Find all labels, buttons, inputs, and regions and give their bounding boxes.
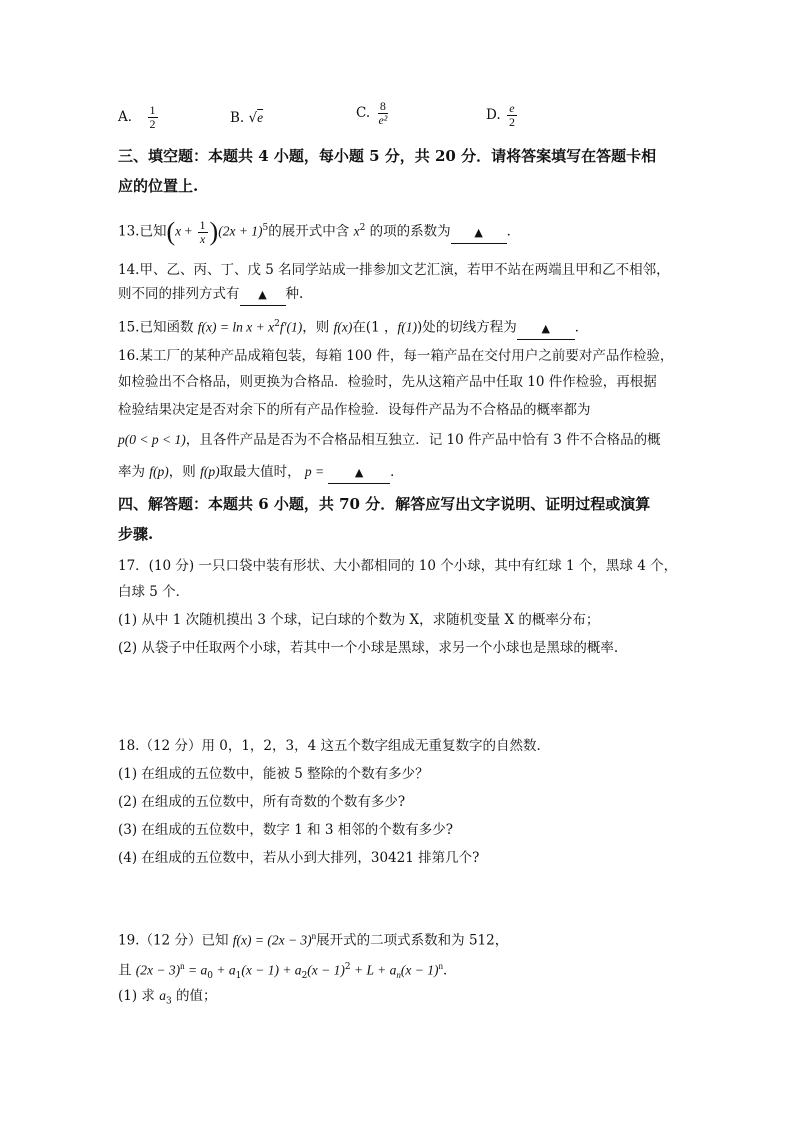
q13-fraction bbox=[198, 219, 208, 246]
question-19-line1 bbox=[118, 926, 508, 951]
q15-fx: f(x) bbox=[333, 319, 353, 335]
q19-line2-end: ． bbox=[442, 962, 457, 979]
section4-heading-line1: 四、解答题：本题共 6 小题，共 70 分．解答应写出文字说明、证明过程或演算 bbox=[118, 495, 651, 513]
q16-end: ． bbox=[390, 464, 404, 480]
q16-p-equals: p = bbox=[304, 464, 325, 479]
q15-derivative: f′(1) bbox=[279, 319, 303, 335]
question-18-part4: (4) 在组成的五位数中，若从小到大排列，30421 排第几个? bbox=[118, 850, 480, 866]
q19-expr5: (x − 1) bbox=[307, 962, 345, 978]
question-19-part1 bbox=[118, 986, 217, 1012]
q13-suffix: 的项的系数为 bbox=[365, 223, 451, 240]
q19-expn: n bbox=[438, 961, 443, 971]
q14-prefix: 则不同的排列方式有 bbox=[118, 286, 240, 302]
q15-mid1: ，则 bbox=[302, 319, 334, 336]
question-16-line5 bbox=[118, 462, 404, 484]
q14-answer-blank: ▲ bbox=[240, 285, 286, 306]
q13-plus: + bbox=[181, 223, 196, 239]
q16-line5-prefix: 率为 bbox=[118, 464, 150, 480]
question-14-line2 bbox=[118, 284, 303, 306]
question-19-line2 bbox=[118, 956, 456, 986]
question-18-part3: (3) 在组成的五位数中，数字 1 和 3 相邻的个数有多少? bbox=[118, 822, 453, 838]
q16-line5-mid: ，则 bbox=[168, 464, 201, 480]
q19-sub1: 1 bbox=[235, 971, 242, 982]
question-16-line3: 检验结果决定是否对余下的所有产品作检验．设每件产品为不合格品的概率都为 bbox=[118, 402, 591, 418]
section3-heading-line1: 三、填空题：本题共 4 小题，每小题 5 分，共 20 分．请将答案填写在答题卡相 bbox=[118, 147, 657, 165]
q19-part1-suffix: 的值； bbox=[171, 988, 217, 1004]
question-16-line4 bbox=[118, 430, 661, 450]
choice-c bbox=[356, 100, 391, 127]
open-paren-icon: ( bbox=[166, 217, 176, 246]
q15-f1: f(1) bbox=[397, 319, 417, 335]
choice-b bbox=[230, 110, 263, 126]
q19-function: f(x) = (2x − 3) bbox=[232, 932, 312, 948]
q19-sub2: 2 bbox=[301, 971, 308, 982]
q19-expr3: + a bbox=[213, 962, 236, 978]
q15-end: ． bbox=[574, 319, 589, 336]
q19-exponent: n bbox=[311, 931, 317, 941]
sqrt-icon: √ bbox=[248, 110, 258, 126]
q19-exp2: 2 bbox=[344, 962, 351, 972]
choice-d-numerator: e bbox=[509, 101, 515, 115]
q16-probability-range: p(0 < p < 1) bbox=[118, 432, 186, 447]
choice-d-label: D. bbox=[486, 107, 501, 123]
q13-denominator: x bbox=[199, 231, 206, 246]
question-17-part2: (2) 从袋子中任取两个小球，若其中一个小球是黑球，求另一个小球也是黑球的概率. bbox=[118, 640, 619, 656]
choice-b-label: B. bbox=[230, 110, 245, 126]
question-14-line1: 14.甲、乙、丙、丁、戊 5 名同学站成一排参加文艺汇演，若甲不站在两端且甲和乙不相邻， bbox=[118, 262, 670, 278]
section3-heading-line2: 应的位置上. bbox=[118, 177, 199, 195]
section4-heading-line2: 步骤. bbox=[118, 525, 154, 543]
q19-line2-prefix: 且 bbox=[118, 962, 136, 979]
question-16-line1: 16.某工厂的某种产品成箱包装，每箱 100 件，每一箱产品在交付用户之前要对产品作检验， bbox=[118, 348, 674, 364]
q16-line4-text: ，且各件产品是否为不合格品相互独立．记 10 件产品中恰有 3 件不合格品的概 bbox=[185, 432, 661, 448]
q13-prefix: 13.已知 bbox=[118, 223, 167, 240]
choice-d-fraction bbox=[507, 102, 517, 129]
q15-prefix: 15.已知函数 bbox=[118, 319, 198, 336]
choice-b-value: e bbox=[257, 110, 264, 125]
q15-mid3: )处的切线方程为 bbox=[416, 319, 517, 336]
question-18-line1: 18.（12 分）用 0，1，2，3，4 这五个数字组成无重复数字的自然数． bbox=[118, 738, 550, 754]
q16-fp: f(p) bbox=[149, 464, 169, 479]
q16-fp2: f(p) bbox=[200, 464, 220, 479]
choice-a-denominator: 2 bbox=[149, 117, 156, 131]
question-15 bbox=[118, 314, 588, 340]
question-17-part1: (1) 从中 1 次随机摸出 3 个球，记白球的个数为 X，求随机变量 X 的概率分布； bbox=[118, 612, 600, 628]
question-18-part1: (1) 在组成的五位数中，能被 5 整除的个数有多少？ bbox=[118, 766, 429, 782]
q13-end: ． bbox=[506, 223, 521, 240]
question-17-line2: 白球 5 个． bbox=[118, 584, 190, 600]
q14-suffix: 种. bbox=[285, 286, 304, 302]
question-16-line2: 如检验出不合格品，则更换为合格品．检验时，先从这箱产品中任取 10 件作检验，再根据 bbox=[118, 374, 657, 390]
q15-mid2: 在(1 ， bbox=[352, 319, 398, 336]
choice-a-numerator: 1 bbox=[149, 103, 156, 117]
choice-c-numerator: 8 bbox=[379, 99, 386, 113]
q13-x-squared: x bbox=[353, 223, 360, 239]
choice-d bbox=[486, 102, 519, 129]
q16-line5-mid2: 取最大值时， bbox=[219, 464, 305, 480]
q15-function: f(x) = ln x + x bbox=[197, 319, 275, 335]
q19-mid: 展开式的二项式系数和为 512， bbox=[316, 932, 509, 949]
q19-exp-n: n bbox=[180, 961, 185, 971]
choice-c-denominator: e² bbox=[378, 113, 388, 127]
q16-answer-blank: ▲ bbox=[328, 463, 390, 484]
q19-expr7: (x − 1) bbox=[400, 962, 439, 978]
q19-a3: a bbox=[159, 988, 166, 1003]
q13-answer-blank: ▲ bbox=[451, 223, 507, 244]
q19-expr2: = a bbox=[184, 962, 208, 978]
q13-factor: (2x + 1) bbox=[218, 223, 263, 239]
q13-x: x bbox=[175, 223, 182, 239]
choice-a-label: A． bbox=[118, 109, 142, 125]
close-paren-icon: ) bbox=[209, 217, 219, 246]
choice-a-fraction bbox=[148, 104, 158, 131]
q15-answer-blank: ▲ bbox=[517, 319, 575, 340]
question-13 bbox=[118, 218, 520, 246]
choice-c-label: C. bbox=[356, 105, 371, 121]
choice-d-denominator: 2 bbox=[508, 115, 515, 129]
q19-expr: (2x − 3) bbox=[135, 962, 181, 978]
q19-sub0: 0 bbox=[207, 971, 213, 982]
q13-exponent: 5 bbox=[262, 223, 269, 233]
choice-a bbox=[118, 104, 160, 131]
q13-mid: 的展开式中含 bbox=[268, 223, 354, 240]
q19-prefix: 19.（12 分）已知 bbox=[118, 932, 233, 949]
q19-sub3: 3 bbox=[165, 996, 172, 1007]
q19-subn: n bbox=[396, 970, 401, 981]
q15-exponent: 2 bbox=[274, 319, 280, 329]
q19-expr6: + L + a bbox=[350, 962, 397, 978]
choice-c-fraction bbox=[376, 100, 389, 127]
q19-part1-prefix: (1) 求 bbox=[118, 988, 160, 1004]
q19-expr4: (x − 1) + a bbox=[241, 962, 302, 978]
question-18-part2: (2) 在组成的五位数中，所有奇数的个数有多少? bbox=[118, 794, 406, 810]
q13-numerator: 1 bbox=[199, 217, 206, 232]
q13-exponent-2: 2 bbox=[359, 223, 366, 233]
question-17-line1: 17．(10 分) 一只口袋中装有形状、大小都相同的 10 个小球，其中有红球 1 个，黑球 4 个， bbox=[118, 558, 678, 574]
